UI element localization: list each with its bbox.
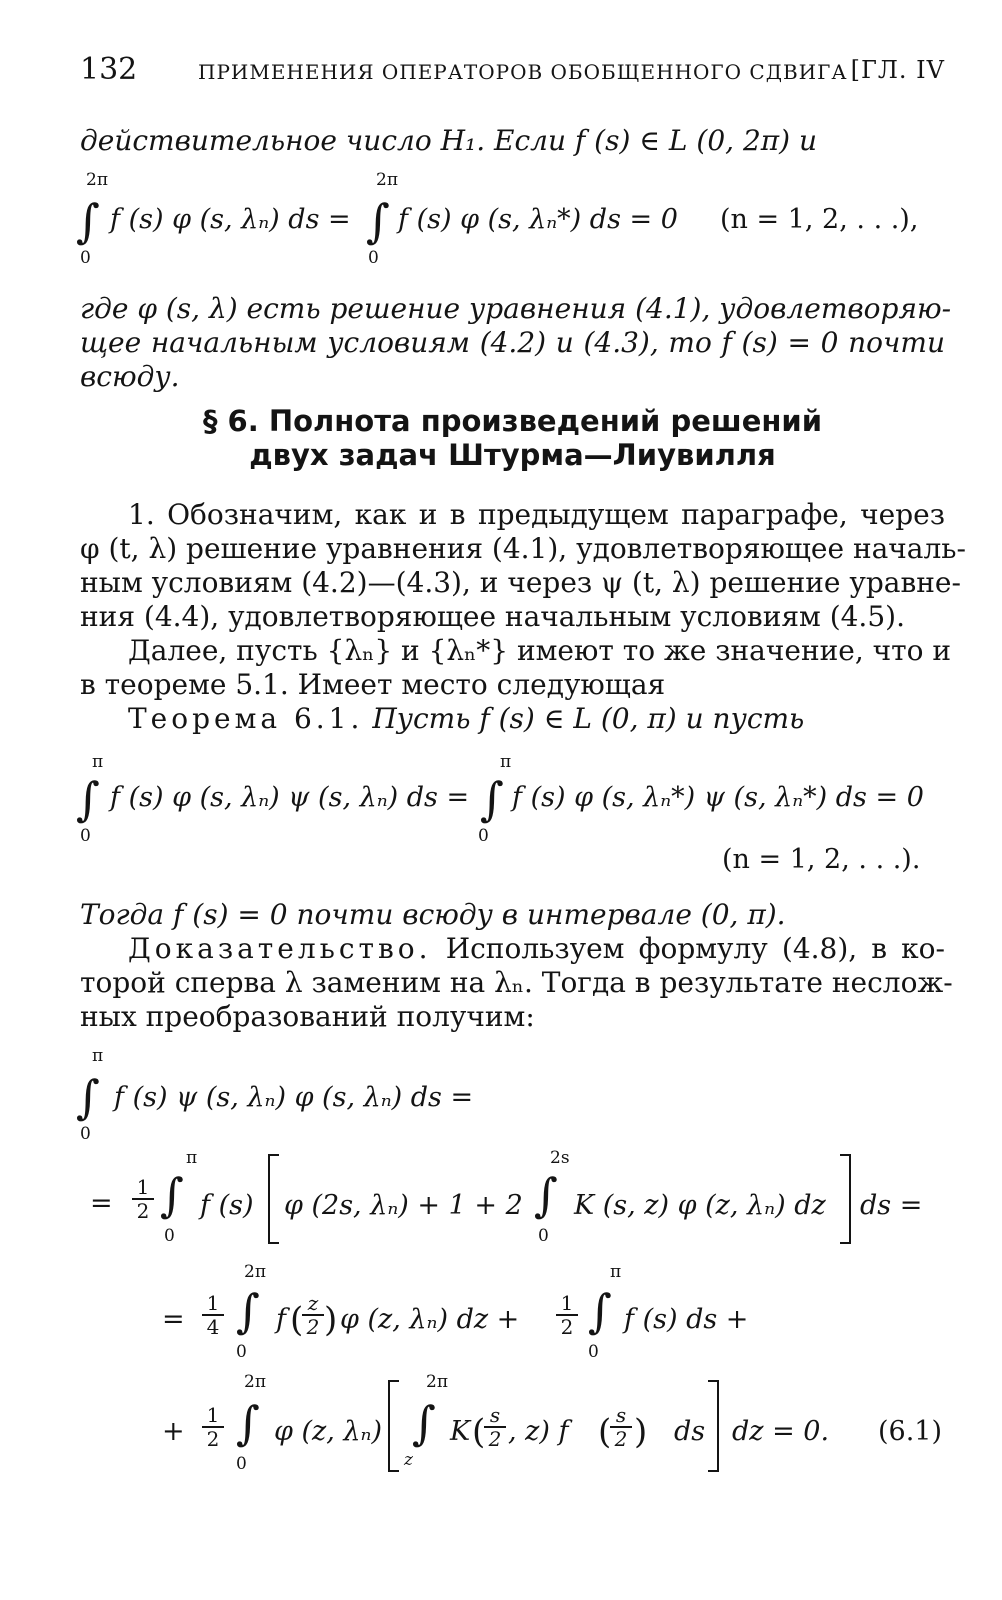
- conclusion-line: Тогда f (s) = 0 почти всюду в интервале (0, π).: [80, 898, 786, 931]
- denominator: 2: [556, 1314, 578, 1338]
- paren-close: ): [634, 1412, 648, 1452]
- limit-upper: 2π: [426, 1372, 448, 1392]
- bracket-right: [708, 1380, 719, 1472]
- limit-lower: 0: [164, 1226, 175, 1246]
- formula-part: f (s): [200, 1190, 254, 1221]
- limit-lower: 0: [80, 1124, 91, 1144]
- numerator: 1: [206, 1403, 220, 1427]
- integral-sign: ∫: [236, 1396, 260, 1450]
- fraction: [610, 1404, 632, 1450]
- limit-upper: π: [500, 752, 512, 772]
- limit-lower: 0: [538, 1226, 549, 1246]
- theorem-statement: [80, 702, 993, 736]
- result-line: всюду.: [80, 360, 180, 393]
- theorem-text: Пусть f (s) ∈ L (0, π) и пусть: [372, 702, 805, 735]
- fraction: [484, 1404, 506, 1450]
- limit-upper: 2π: [86, 170, 108, 190]
- formula-part: ds =: [860, 1190, 923, 1221]
- denominator: 4: [202, 1314, 224, 1338]
- paren-open: (: [472, 1412, 486, 1452]
- limit-lower: z: [404, 1450, 413, 1470]
- formula-part: f (s) ds +: [624, 1304, 749, 1335]
- limit-upper: 2π: [244, 1262, 266, 1282]
- result-line: щее начальным условиям (4.2) и (4.3), то f (s) = 0 почти: [80, 326, 945, 359]
- numerator: 1: [136, 1175, 150, 1199]
- integral-sign: ∫: [76, 194, 100, 248]
- limit-lower: 0: [80, 248, 91, 268]
- integral-sign: ∫: [236, 1284, 260, 1338]
- limit-upper: π: [186, 1148, 198, 1168]
- equals-sign: =: [90, 1188, 113, 1219]
- numerator: s: [615, 1403, 627, 1427]
- paren-open: (: [598, 1412, 612, 1452]
- numerator: z: [307, 1291, 319, 1315]
- paragraph-line: ным условиям (4.2)—(4.3), и через ψ (t, λ) решение уравне-: [80, 566, 961, 599]
- formula-part: f (s) φ (s, λₙ*) ψ (s, λₙ*) ds = 0: [512, 782, 924, 813]
- formula-part: f: [276, 1304, 286, 1335]
- fraction: [302, 1292, 324, 1338]
- formula-part: K: [450, 1416, 471, 1447]
- limit-lower: 0: [588, 1342, 599, 1362]
- paren-open: (: [290, 1300, 304, 1340]
- limit-upper: 2s: [550, 1148, 570, 1168]
- numerator: s: [489, 1403, 501, 1427]
- limit-lower: 0: [368, 248, 379, 268]
- limit-upper: π: [610, 1262, 622, 1282]
- formula-part: f (s) φ (s, λₙ) ψ (s, λₙ) ds =: [110, 782, 470, 813]
- formula-condition: (n = 1, 2, . . .).: [722, 844, 921, 875]
- formula-condition: (n = 1, 2, . . .),: [720, 204, 919, 235]
- equals-sign: =: [162, 1304, 185, 1335]
- fraction: [132, 1176, 154, 1222]
- formula-part: φ (z, λₙ) dz +: [340, 1304, 520, 1335]
- page-number: 132: [80, 52, 138, 87]
- integral-sign: ∫: [412, 1396, 436, 1450]
- numerator: 1: [560, 1291, 574, 1315]
- paragraph-line: в теореме 5.1. Имеет место следующая: [80, 668, 666, 701]
- limit-upper: π: [92, 1046, 104, 1066]
- chapter-label: [ГЛ. IV: [850, 56, 945, 84]
- integral-sign: ∫: [534, 1168, 558, 1222]
- limit-lower: 0: [236, 1454, 247, 1474]
- intro-line: действительное число H₁. Если f (s) ∈ L (0, 2π) и: [80, 124, 818, 157]
- fraction: [202, 1404, 224, 1450]
- integral-sign: ∫: [76, 1070, 100, 1124]
- limit-lower: 0: [236, 1342, 247, 1362]
- formula-part: f (s) φ (s, λₙ*) ds = 0: [398, 204, 678, 235]
- result-line: где φ (s, λ) есть решение уравнения (4.1), удовлетворяю-: [80, 292, 952, 325]
- formula-part: K (s, z) φ (z, λₙ) dz: [574, 1190, 826, 1221]
- denominator: 2: [302, 1314, 324, 1338]
- denominator: 2: [132, 1198, 154, 1222]
- bracket-right: [840, 1154, 851, 1244]
- section-heading: § 6. Полнота произведений решений: [202, 404, 823, 438]
- integral-sign: ∫: [366, 194, 390, 248]
- limit-lower: 0: [80, 826, 91, 846]
- proof-text: Используем формулу (4.8), в ко-: [445, 932, 945, 965]
- integral-sign: ∫: [588, 1284, 612, 1338]
- proof-line: торой сперва λ заменим на λₙ. Тогда в результате неслож-: [80, 966, 953, 999]
- limit-upper: 2π: [376, 170, 398, 190]
- proof-label: Доказательство.: [128, 932, 432, 965]
- formula-part: ds: [674, 1416, 706, 1447]
- paren-close: ): [324, 1300, 338, 1340]
- limit-lower: 0: [478, 826, 489, 846]
- numerator: 1: [206, 1291, 220, 1315]
- formula-part: f (s) φ (s, λₙ) ds =: [110, 204, 351, 235]
- formula-part: f (s) ψ (s, λₙ) φ (s, λₙ) ds =: [114, 1082, 474, 1113]
- paragraph-line: φ (t, λ) решение уравнения (4.1), удовлетворяющее началь-: [80, 532, 966, 565]
- formula-part: φ (2s, λₙ) + 1 + 2: [284, 1190, 523, 1221]
- fraction: [202, 1292, 224, 1338]
- proof-line: ных преобразований получим:: [80, 1000, 535, 1033]
- paragraph-line: Далее, пусть {λₙ} и {λₙ*} имеют то же значение, что и: [128, 634, 952, 667]
- formula-part: dz = 0.: [732, 1416, 830, 1447]
- denominator: 2: [610, 1426, 632, 1450]
- bracket-left: [388, 1380, 399, 1472]
- integral-sign: ∫: [160, 1168, 184, 1222]
- paragraph-line: ния (4.4), удовлетворяющее начальным условиям (4.5).: [80, 600, 905, 633]
- limit-upper: π: [92, 752, 104, 772]
- proof-line: [80, 932, 945, 966]
- integral-sign: ∫: [76, 772, 100, 826]
- denominator: 2: [202, 1426, 224, 1450]
- plus-sign: +: [162, 1416, 185, 1447]
- header-title: ПРИМЕНЕНИЯ ОПЕРАТОРОВ ОБОБЩЕННОГО СДВИГА: [198, 60, 848, 84]
- equation-number: (6.1): [878, 1416, 943, 1447]
- bracket-left: [268, 1154, 279, 1244]
- theorem-label: Теорема 6.1.: [128, 702, 364, 735]
- limit-upper: 2π: [244, 1372, 266, 1392]
- section-heading: двух задач Штурма—Лиувилля: [249, 438, 776, 472]
- integral-sign: ∫: [480, 772, 504, 826]
- paragraph-line: 1. Обозначим, как и в предыдущем параграфе, через: [128, 498, 945, 531]
- running-header: [80, 52, 945, 92]
- fraction: [556, 1292, 578, 1338]
- formula-part: φ (z, λₙ): [274, 1416, 382, 1447]
- formula-part: , z) f: [508, 1416, 569, 1447]
- denominator: 2: [484, 1426, 506, 1450]
